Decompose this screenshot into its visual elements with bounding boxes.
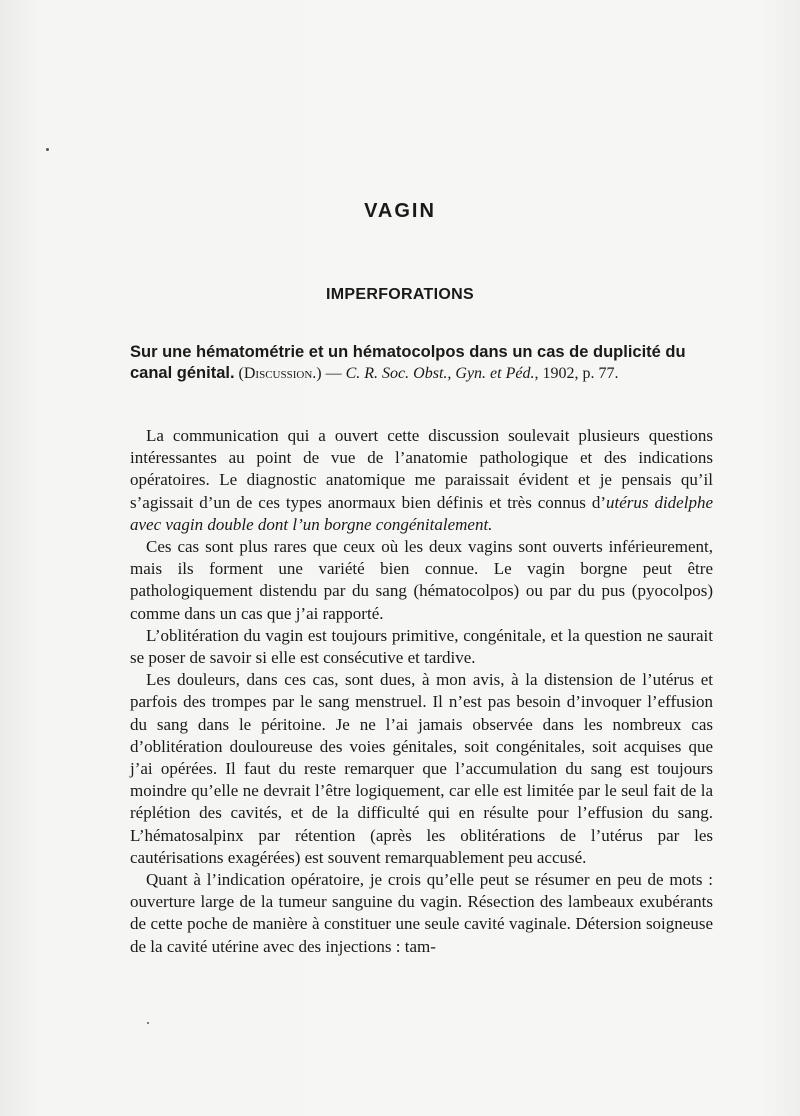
citation xyxy=(130,342,715,384)
paragraph-2: Ces cas sont plus rares que ceux où les deux vagins sont ouverts inférieurement, mais ils forment une variété bien connue. Le vagin borgne peut être pathologiquement distendu par du sang (hématocolpos) ou par du pus (pyocolpos) comme dans un cas que j’ai rapporté. xyxy=(130,537,713,623)
subsection-title: IMPERFORATIONS xyxy=(326,286,474,303)
citation-title: Sur une hématométrie et un hématocolpos dans un cas de duplicité du canal génital. xyxy=(130,343,686,382)
paper-speck xyxy=(46,148,49,151)
citation-discussion: (Discussion.) xyxy=(238,365,322,382)
citation-ref: , 1902, p. 77. xyxy=(534,365,619,382)
paper-speck xyxy=(147,1022,149,1024)
citation-dash: — xyxy=(321,365,346,382)
section-title: VAGIN xyxy=(364,200,436,222)
paragraph-1-text: La communication qui a ouvert cette discussion soulevait plusieurs questions intéressantes au point de vue de l’anatomie pathologique et des indications opératoires. Le diagnostic anatomique me paraissait évident et je pensais qu’il s’agissait d’un de ces types anormaux bien définis et très connus d’ xyxy=(130,426,713,512)
paragraph-1-italic: utérus didelphe avec vagin double dont l’un borgne congénitalement. xyxy=(130,492,713,534)
citation-journal: C. R. Soc. Obst., Gyn. et Péd. xyxy=(345,365,535,382)
paragraph-5: Quant à l’indication opératoire, je crois qu’elle peut se résumer en peu de mots : ouverture large de la tumeur sanguine du vagin. Résection des lambeaux exubérants de cette poche de manière à constituer une seule cavité vaginale. Détersion soigneuse de la cavité utérine avec des injections : tam- xyxy=(130,870,713,956)
body-text xyxy=(130,425,713,958)
paragraph-4: Les douleurs, dans ces cas, sont dues, à mon avis, à la distension de l’utérus et parfois des trompes par le sang menstruel. Il n’est pas besoin d’invoquer l’effusion du sang dans le péritoine. Je ne l’ai jamais observée dans les nombreux cas d’oblitération douloureuse des voies génitales, soit congénitales, soit acquises que j’ai opérées. Il faut du reste remarquer que l’accumulation du sang est toujours moindre qu’elle ne devrait l’être logiquement, car elle est limitée par le seul fait de la réplétion des cavités, et de la difficulté qui en résulte pour l’effusion du sang. L’hématosalpinx par rétention (après les oblitérations de l’utérus par les cautérisations exagérées) est souvent remarquablement peu accusé. xyxy=(130,670,713,867)
paragraph-1 xyxy=(130,425,713,536)
paragraph-3: L’oblitération du vagin est toujours primitive, congénitale, et la question ne saurait se poser de savoir si elle est consécutive et tardive. xyxy=(130,625,713,668)
